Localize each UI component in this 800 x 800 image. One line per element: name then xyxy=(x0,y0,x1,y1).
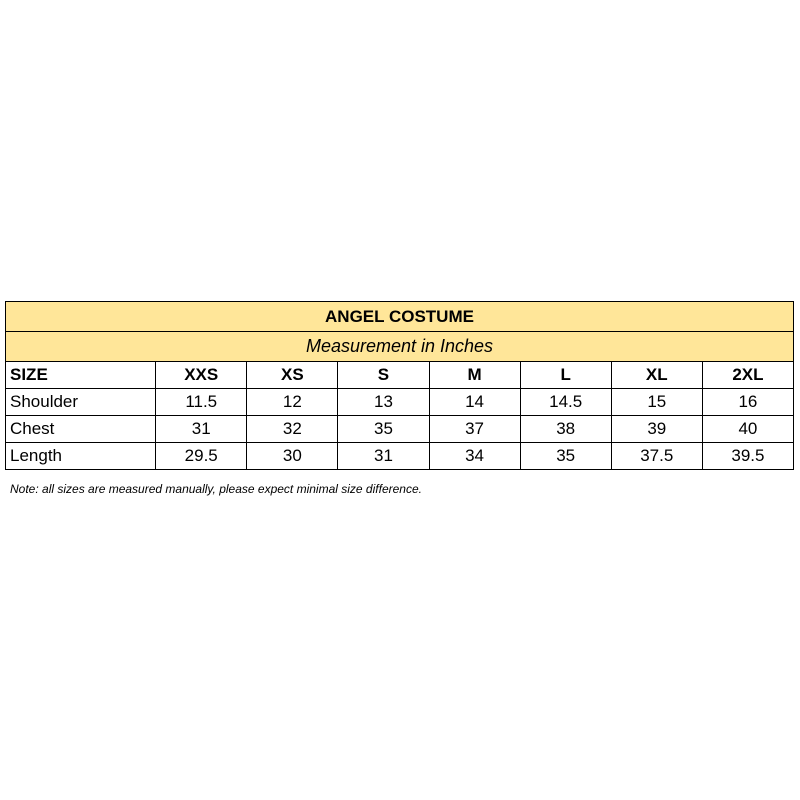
table-cell: 35 xyxy=(338,416,429,443)
size-header-m: M xyxy=(429,362,520,389)
size-header-s: S xyxy=(338,362,429,389)
table-cell: 31 xyxy=(338,443,429,470)
row-label-shoulder: Shoulder xyxy=(6,389,156,416)
table-cell: 14 xyxy=(429,389,520,416)
table-row-length xyxy=(6,443,794,470)
size-header-xl: XL xyxy=(611,362,702,389)
table-cell: 12 xyxy=(247,389,338,416)
table-cell: 39.5 xyxy=(702,443,793,470)
table-cell: 34 xyxy=(429,443,520,470)
table-cell: 31 xyxy=(156,416,247,443)
table-cell: 40 xyxy=(702,416,793,443)
table-cell: 37.5 xyxy=(611,443,702,470)
row-label-length: Length xyxy=(6,443,156,470)
table-subtitle: Measurement in Inches xyxy=(6,332,794,362)
size-note: Note: all sizes are measured manually, please expect minimal size difference. xyxy=(10,482,422,496)
table-cell: 11.5 xyxy=(156,389,247,416)
title-row xyxy=(6,302,794,332)
table-cell: 15 xyxy=(611,389,702,416)
table-cell: 14.5 xyxy=(520,389,611,416)
table-cell: 32 xyxy=(247,416,338,443)
table-cell: 29.5 xyxy=(156,443,247,470)
table-cell: 13 xyxy=(338,389,429,416)
size-header-xxs: XXS xyxy=(156,362,247,389)
table-cell: 37 xyxy=(429,416,520,443)
table-cell: 38 xyxy=(520,416,611,443)
table-title: ANGEL COSTUME xyxy=(6,302,794,332)
table-row-chest xyxy=(6,416,794,443)
row-label-chest: Chest xyxy=(6,416,156,443)
size-header-label: SIZE xyxy=(6,362,156,389)
size-chart xyxy=(5,301,794,470)
table-cell: 35 xyxy=(520,443,611,470)
table-row-shoulder xyxy=(6,389,794,416)
size-header-2xl: 2XL xyxy=(702,362,793,389)
table-cell: 30 xyxy=(247,443,338,470)
table-cell: 39 xyxy=(611,416,702,443)
subtitle-row xyxy=(6,332,794,362)
size-header-l: L xyxy=(520,362,611,389)
size-header-xs: XS xyxy=(247,362,338,389)
header-row xyxy=(6,362,794,389)
size-table xyxy=(5,301,794,470)
table-cell: 16 xyxy=(702,389,793,416)
